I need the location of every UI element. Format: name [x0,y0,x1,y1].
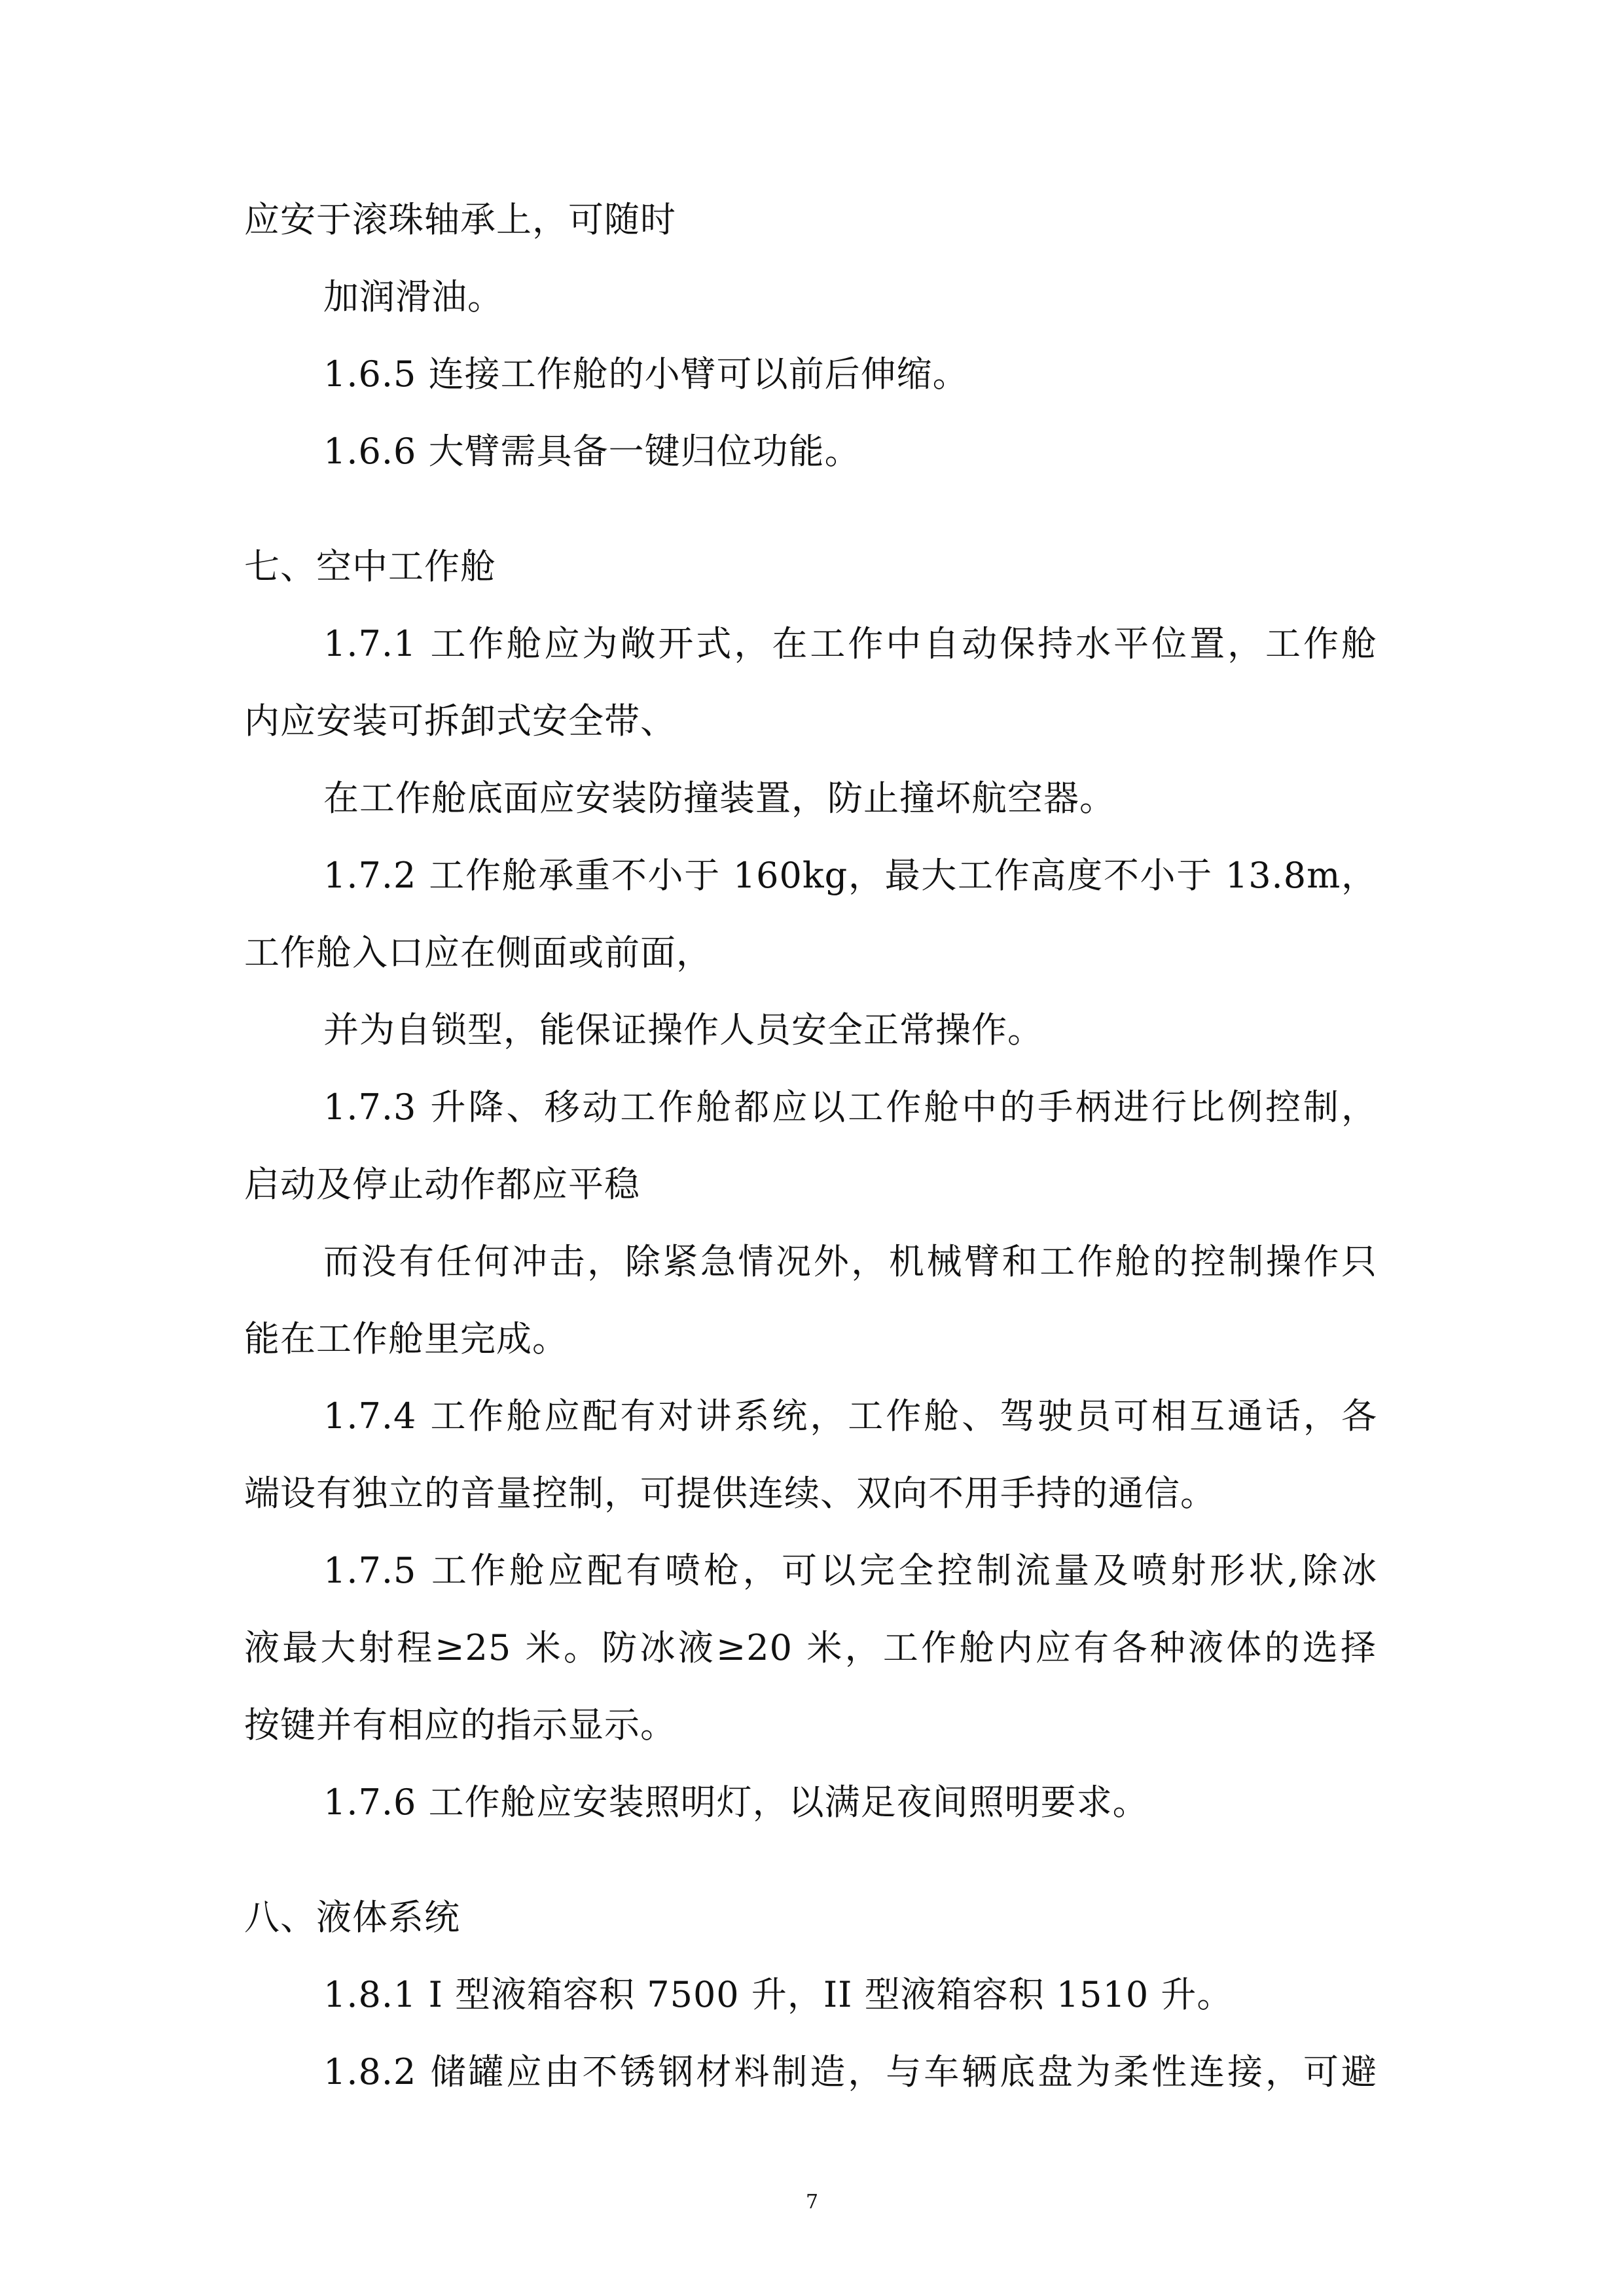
body-text-line: 而没有任何冲击，除紧急情况外，机械臂和工作舱的控制操作只 [323,1241,1377,1282]
body-text-line: 在工作舱底面应安装防撞装置，防止撞坏航空器。 [323,778,1115,819]
body-text-line: 加润滑油。 [323,276,503,317]
section-heading-fluid-system: 八、液体系统 [244,1897,460,1938]
clause-1-6-6: 1.6.6 大臂需具备一键归位功能。 [323,431,861,472]
section-heading-aerial-cabin: 七、空中工作舱 [244,546,496,587]
body-text-line: 应安于滚珠轴承上，可随时 [244,199,676,240]
clause-1-8-2: 1.8.2 储罐应由不锈钢材料制造，与车辆底盘为柔性连接，可避 [323,2051,1377,2092]
clause-1-7-6: 1.7.6 工作舱应安装照明灯，以满足夜间照明要求。 [323,1782,1149,1823]
body-text-line: 端设有独立的音量控制，可提供连续、双向不用手持的通信。 [244,1473,1216,1514]
clause-1-8-1: 1.8.1 I 型液箱容积 7500 升，II 型液箱容积 1510 升。 [323,1974,1233,2015]
body-text-line: 能在工作舱里完成。 [244,1318,568,1359]
body-text-line: 按键并有相应的指示显示。 [244,1704,676,1746]
page-number: 7 [805,2191,819,2214]
body-text-line: 并为自锁型，能保证操作人员安全正常操作。 [323,1009,1043,1050]
body-text-line: 内应安装可拆卸式安全带、 [244,700,676,742]
clause-1-7-4: 1.7.4 工作舱应配有对讲系统，工作舱、驾驶员可相互通话，各 [323,1395,1377,1437]
clause-1-7-3: 1.7.3 升降、移动工作舱都应以工作舱中的手柄进行比例控制， [323,1086,1377,1128]
clause-1-7-5: 1.7.5 工作舱应配有喷枪，可以完全控制流量及喷射形状,除冰 [323,1550,1377,1591]
body-text-line: 启动及停止动作都应平稳 [244,1164,640,1205]
body-text-line: 液最大射程≥25 米。防冰液≥20 米，工作舱内应有各种液体的选择 [244,1627,1377,1668]
clause-1-6-5: 1.6.5 连接工作舱的小臂可以前后伸缩。 [323,353,969,395]
clause-1-7-2: 1.7.2 工作舱承重不小于 160kg，最大工作高度不小于 13.8m， [323,855,1377,896]
clause-1-7-1: 1.7.1 工作舱应为敞开式，在工作中自动保持水平位置，工作舱 [323,623,1377,664]
body-text-line: 工作舱入口应在侧面或前面， [244,932,712,973]
